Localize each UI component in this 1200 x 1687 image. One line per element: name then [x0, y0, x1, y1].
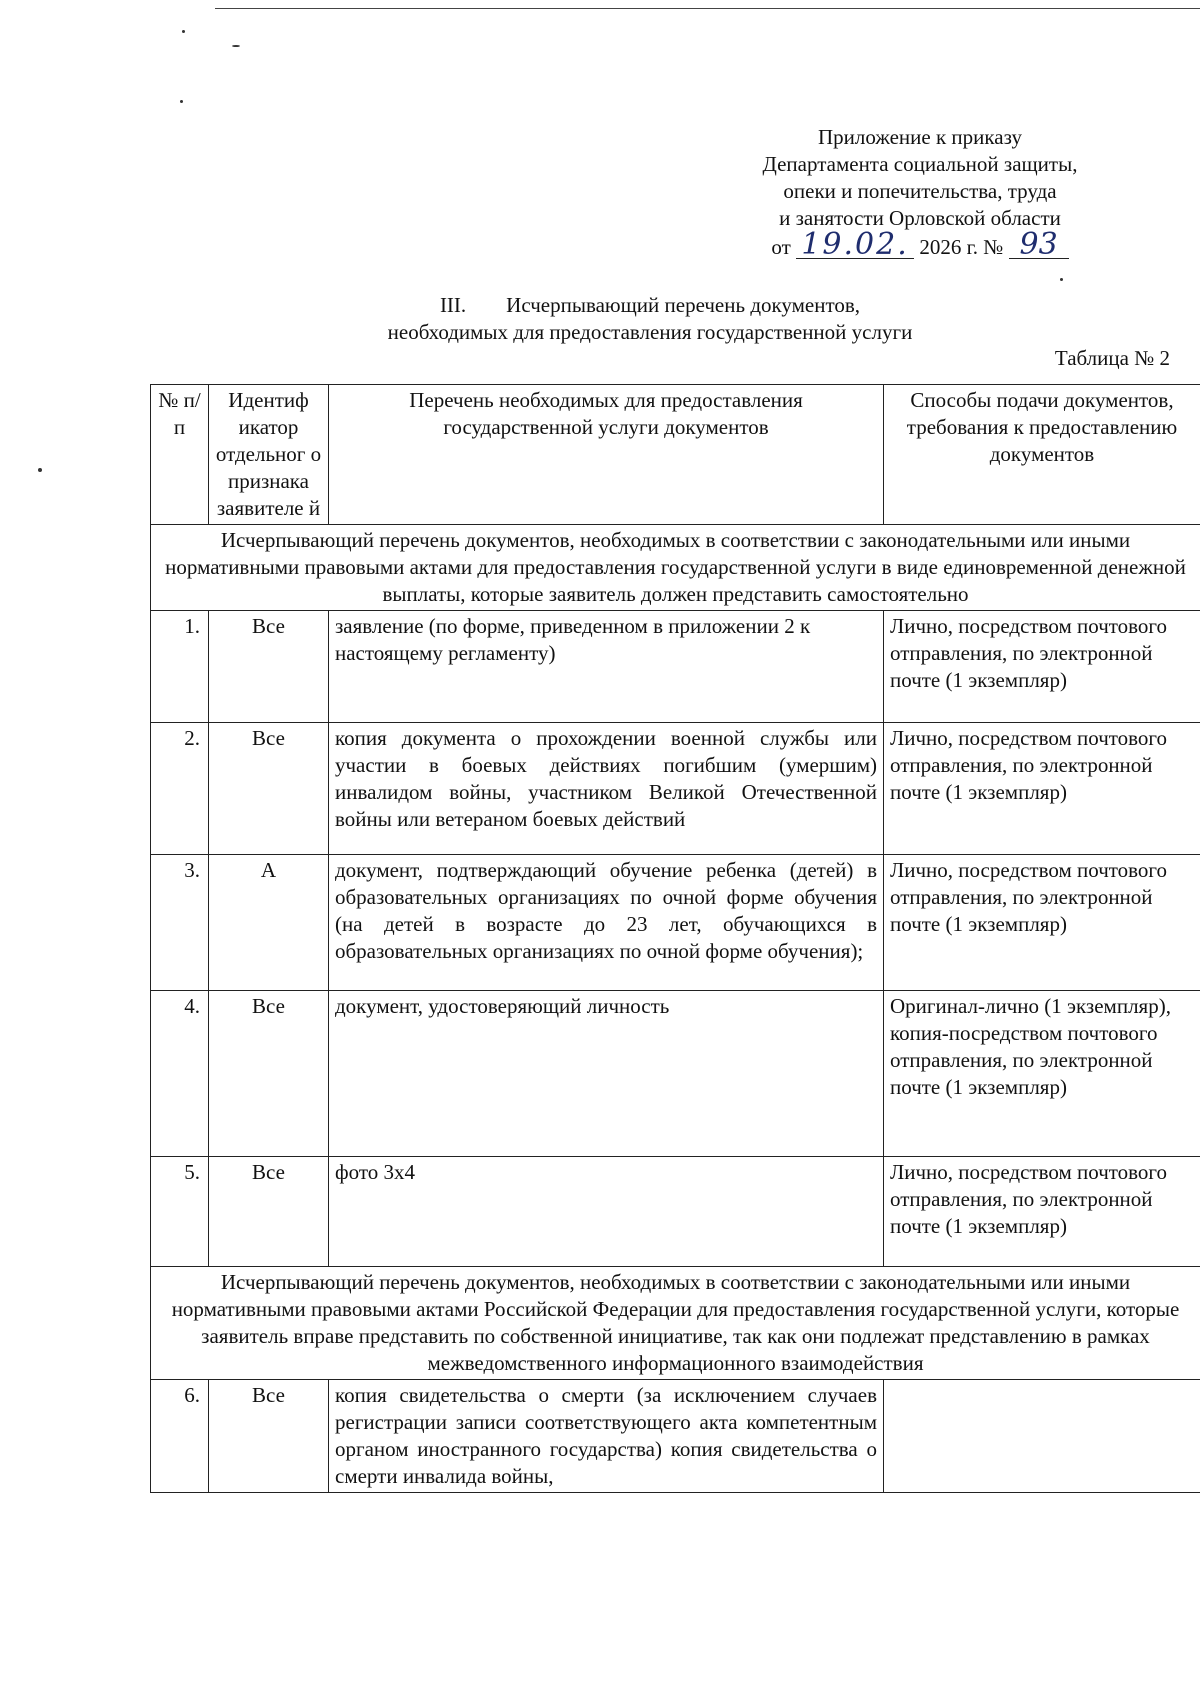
section-title-line2: необходимых для предоставления государственной услуги [387, 320, 913, 344]
cell-num: 4. [151, 991, 209, 1157]
header-documents: Перечень необходимых для предоставления государственной услуги документов [329, 385, 884, 525]
scan-speck [38, 468, 42, 472]
group-heading: Исчерпывающий перечень документов, необходимых в соответствии с законодательными или иными нормативными правовыми актами для предоставления государственной услуги в виде единовременной денежной выплаты, которые заявитель должен представить самостоятельно [151, 525, 1200, 611]
cell-method: Лично, посредством почтового отправления, по электронной почте (1 экземпляр) [884, 1157, 1200, 1267]
table-row [151, 1380, 1200, 1493]
cell-document: заявление (по форме, приведенном в приложении 2 к настоящему регламенту) [329, 611, 884, 723]
appendix-line: Приложение к приказу [818, 125, 1022, 149]
order-date-line [720, 227, 1120, 262]
header-methods: Способы подачи документов, требования к предоставлению документов [884, 385, 1200, 525]
cell-identifier: Все [209, 723, 329, 855]
scan-speck [232, 45, 240, 47]
handwritten-date: 19.02. [796, 232, 914, 259]
table-row [151, 611, 1200, 723]
cell-identifier: Все [209, 1380, 329, 1493]
group-heading: Исчерпывающий перечень документов, необходимых в соответствии с законодательными или иными нормативными правовыми актами Российской Федерации для предоставления государственной услуги, которые заявитель вправе представить по собственной инициативе, так как они подлежат представлению в рамках межведомственного информационного взаимодействия [151, 1267, 1200, 1380]
appendix-line: Департамента социальной защиты, [762, 152, 1078, 176]
documents-table [150, 384, 1200, 1493]
section-title-line1: Исчерпывающий перечень документов, [506, 293, 861, 317]
table-row [151, 991, 1200, 1157]
cell-document: копия свидетельства о смерти (за исключением случаев регистрации записи соответствующего акта компетентным органом иностранного государства) копия свидетельства о смерти инвалида войны, [329, 1380, 884, 1493]
section-number: III. [439, 293, 467, 317]
cell-num: 2. [151, 723, 209, 855]
table-header-row [151, 385, 1200, 525]
table-row [151, 855, 1200, 991]
scan-speck [1060, 278, 1063, 281]
group-heading-row [151, 1267, 1200, 1380]
cell-document: документ, удостоверяющий личность [329, 991, 884, 1157]
cell-document: копия документа о прохождении военной службы или участии в боевых действиях погибшим (умершим) инвалидом войны, участником Великой Отечественной войны или ветераном боевых действий [329, 723, 884, 855]
cell-identifier: Все [209, 611, 329, 723]
scan-speck [182, 30, 185, 33]
cell-identifier: Все [209, 1157, 329, 1267]
header-num: № п/п [151, 385, 209, 525]
cell-num: 3. [151, 855, 209, 991]
cell-method: Лично, посредством почтового отправления, по электронной почте (1 экземпляр) [884, 723, 1200, 855]
section-title [300, 292, 1000, 346]
table-caption: Таблица № 2 [1054, 346, 1170, 370]
appendix-header [720, 124, 1120, 261]
group-heading-row [151, 525, 1200, 611]
handwritten-order-number: 93 [1009, 232, 1069, 259]
cell-method: Лично, посредством почтового отправления, по электронной почте (1 экземпляр) [884, 855, 1200, 991]
cell-num: 6. [151, 1380, 209, 1493]
cell-num: 1. [151, 611, 209, 723]
scan-top-border [215, 8, 1200, 9]
cell-document: документ, подтверждающий обучение ребенка (детей) в образовательных организациях по очной форме обучения (на детей в возрасте до 23 лет, обучающихся в образовательных организациях по очной форме обучения); [329, 855, 884, 991]
year-text: 2026 г. № [919, 235, 1004, 259]
scan-speck [180, 100, 183, 103]
cell-num: 5. [151, 1157, 209, 1267]
cell-method: Лично, посредством почтового отправления, по электронной почте (1 экземпляр) [884, 611, 1200, 723]
table-row [151, 1157, 1200, 1267]
cell-document: фото 3х4 [329, 1157, 884, 1267]
date-prefix: от [771, 235, 791, 259]
appendix-line: опеки и попечительства, труда [783, 179, 1057, 203]
header-identifier: Идентиф икатор отдельног о признака заявителе й [209, 385, 329, 525]
cell-identifier: А [209, 855, 329, 991]
cell-method [884, 1380, 1200, 1493]
cell-method: Оригинал-лично (1 экземпляр), копия-посредством почтового отправления, по электронной почте (1 экземпляр) [884, 991, 1200, 1157]
table-row [151, 723, 1200, 855]
appendix-line: и занятости Орловской области [779, 206, 1061, 230]
cell-identifier: Все [209, 991, 329, 1157]
